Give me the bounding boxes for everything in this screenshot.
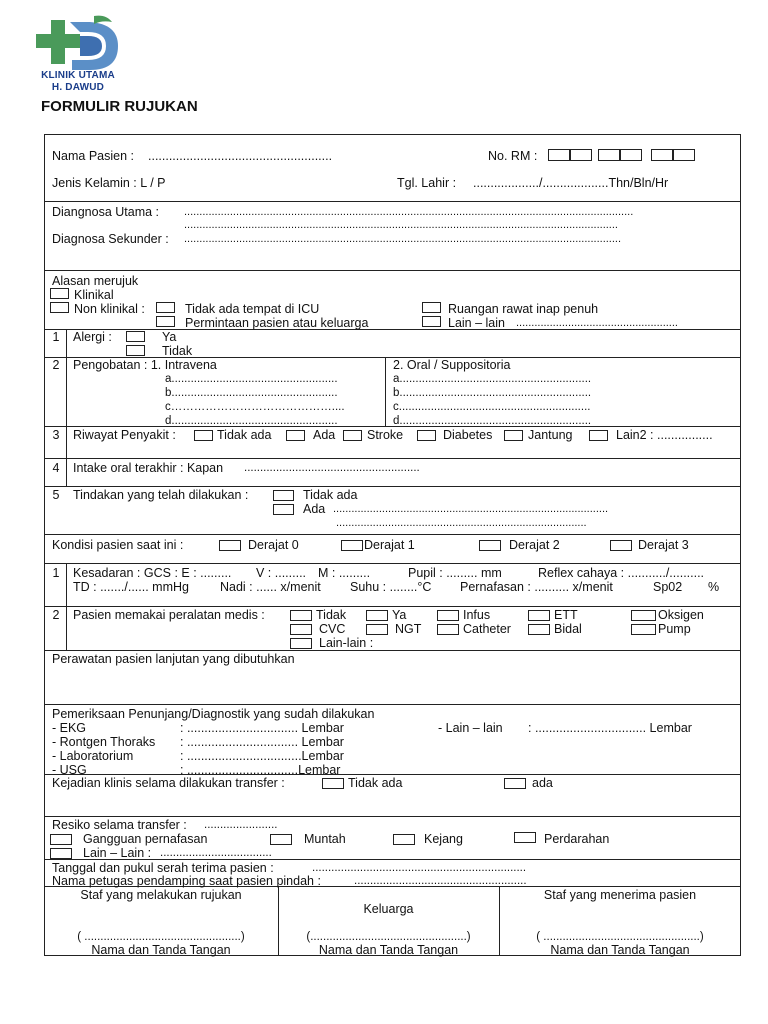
intake-field[interactable]: ....................................................... [244,462,420,474]
row-number: 1 [52,566,60,580]
patient-request-label: Permintaan pasien atau keluarga [185,316,369,330]
sig-family-caption: Nama dan Tanda Tangan [318,943,459,957]
iv-line-b[interactable]: b.................................................... [165,387,338,399]
iv-line-c[interactable]: c…………………………………….... [165,401,345,413]
actions-yes-checkbox[interactable] [273,504,294,515]
sig-family-blank[interactable]: (.................................................) [306,931,471,943]
exam-lab-name: - Laboratorium [52,749,134,763]
number-column-line [66,329,67,486]
exam-other-field[interactable]: : ................................ Lembar [528,721,692,735]
equip-none-label: Tidak [316,608,347,622]
incidents-none-checkbox[interactable] [322,778,344,789]
equip-infusion-checkbox[interactable] [437,610,459,621]
ward-full-label: Ruangan rawat inap penuh [448,302,599,316]
clinic-name-line2: H. DAWUD [51,82,105,93]
equip-splint-label: Bidal [554,622,582,636]
exam-usg-name: - USG [52,763,87,777]
sig-referrer-caption: Nama dan Tanda Tangan [91,943,231,957]
incidents-none-label: Tidak ada [348,776,403,790]
patient-name-field[interactable]: ..................................................... [148,149,333,163]
reason-other-checkbox[interactable] [422,316,441,327]
row-number: 3 [52,428,60,442]
pulse-field[interactable]: Nadi : ...... x/menit [220,580,321,594]
exams-title: Pemeriksaan Penunjang/Diagnostik yang sudah dilakukan [52,707,375,721]
escort-label: Nama petugas pendamping saat pasien pindah : [52,874,321,888]
dob-field[interactable]: .................../...................Thn/Bln/Hr [473,176,669,190]
pupil-field[interactable]: Pupil : ......... mm [408,566,502,580]
patient-name-label: Nama Pasien : [52,149,134,163]
allergy-yes-checkbox[interactable] [126,331,145,342]
equip-none-checkbox[interactable] [290,610,312,621]
risk-other-field[interactable]: ................................... [160,847,272,859]
consciousness-gcs-e[interactable]: Kesadaran : GCS : E : ......... [73,566,232,580]
number-column-line [66,563,67,650]
temperature-field[interactable]: Suhu : ........°C [350,580,432,594]
rm-digit-box[interactable] [598,149,620,161]
divider [44,563,741,564]
history-stroke-label: Stroke [367,428,404,442]
degree-1-checkbox[interactable] [341,540,363,551]
condition-label: Kondisi pasien saat ini : [52,538,184,552]
divider [44,606,741,607]
spo2-label: Sp02 [653,580,683,594]
sig-receiver-blank[interactable]: ( .................................................) [536,931,704,943]
iv-line-d[interactable]: d.................................................... [165,415,338,427]
iv-line-a[interactable]: a.................................................... [165,373,338,385]
incidents-yes-label: ada [532,776,553,790]
exam-ekg-name: - EKG [52,721,87,735]
divider [44,774,741,775]
risk-bleeding-label: Perdarahan [544,832,610,846]
divider [44,486,741,487]
sig-receiver-caption: Nama dan Tanda Tangan [550,943,690,957]
rm-digit-box[interactable] [673,149,695,161]
equip-ngt-label: NGT [395,622,422,636]
equip-splint-checkbox[interactable] [528,624,550,635]
rm-digit-box[interactable] [570,149,592,161]
equip-cvc-checkbox[interactable] [290,624,312,635]
allergy-no-checkbox[interactable] [126,345,145,356]
risk-field[interactable]: ....................... [204,819,278,831]
divider [44,458,741,459]
oral-line-d[interactable]: d............................................................ [393,415,592,427]
sig-referrer-title: Staf yang melakukan rujukan [80,888,242,902]
divider [44,816,741,817]
reason-other-field[interactable]: ..................................................... [516,317,678,329]
degree-3-label: Derajat 3 [638,538,689,552]
gender-label[interactable]: Jenis Kelamin : L / P [52,176,166,190]
oral-label: 2. Oral / Suppositoria [393,358,511,372]
dob-label: Tgl. Lahir : [397,176,457,190]
history-stroke-checkbox[interactable] [343,430,362,441]
rm-label: No. RM : [488,149,538,163]
risk-other-label: Lain – Lain : [83,846,152,860]
no-icu-checkbox[interactable] [156,302,175,313]
intake-label: Intake oral terakhir : Kapan [73,461,224,475]
oral-line-a[interactable]: a............................................................ [393,373,592,385]
row-number: 2 [52,358,60,372]
history-none-checkbox[interactable] [194,430,213,441]
no-icu-label: Tidak ada tempat di ICU [185,302,320,316]
equip-catheter-checkbox[interactable] [437,624,459,635]
row-number: 1 [52,330,60,344]
reason-other-label: Lain – lain [448,316,505,330]
equip-other-checkbox[interactable] [290,638,312,649]
sig-family-title: Keluarga [363,902,414,916]
form-title: FORMULIR RUJUKAN [41,98,198,115]
degree-2-checkbox[interactable] [479,540,501,551]
secondary-diagnosis-label: Diagnosa Sekunder : [52,232,169,246]
main-diagnosis-field[interactable]: ................................................................................................................................................... [184,206,634,218]
equip-cvc-label: CVC [319,622,346,636]
treatment-label: Pengobatan : 1. Intravena [73,358,217,372]
patient-request-checkbox[interactable] [156,316,175,327]
actions-none-label: Tidak ada [303,488,358,502]
equip-ngt-checkbox[interactable] [366,624,388,635]
main-diagnosis-label: Diangnosa Utama : [52,205,160,219]
clinic-name-line1: KLINIK UTAMA [41,70,115,81]
risk-label: Resiko selama transfer : [52,818,187,832]
history-yes-checkbox[interactable] [286,430,305,441]
ward-full-checkbox[interactable] [422,302,441,313]
equip-catheter-label: Catheter [463,622,511,636]
equip-pump-checkbox[interactable] [631,624,656,635]
divider [44,650,741,651]
actions-field-2[interactable]: .................................................................................. [336,517,587,529]
equip-oxygen-checkbox[interactable] [631,610,656,621]
degree-2-label: Derajat 2 [509,538,560,552]
equip-ett-label: ETT [554,608,578,622]
escort-field[interactable]: ...................................................... [354,875,527,887]
treatment-split-line [385,357,386,426]
risk-breathing-label: Gangguan pernafasan [83,832,208,846]
secondary-diagnosis-field[interactable]: ............................................................................................................................................... [184,233,622,245]
history-heart-label: Jantung [528,428,573,442]
main-diagnosis-field-2[interactable]: .............................................................................................................................................. [184,219,618,231]
clinic-logo-icon [32,14,124,74]
risk-breathing-checkbox[interactable] [50,834,72,845]
reason-title: Alasan merujuk [52,274,139,288]
allergy-yes-label: Ya [162,330,177,344]
equip-yes-checkbox[interactable] [366,610,388,621]
equipment-label: Pasien memakai peralatan medis : [73,608,265,622]
history-yes-label: Ada [313,428,336,442]
history-none-label: Tidak ada [217,428,272,442]
equip-yes-label: Ya [392,608,407,622]
spo2-percent: % [708,580,720,594]
incidents-label: Kejadian klinis selama dilakukan transfer : [52,776,285,790]
history-diabetes-checkbox[interactable] [417,430,436,441]
exam-usg-field[interactable]: : ................................Lembar [180,763,341,777]
row-number: 4 [52,461,60,475]
allergy-no-label: Tidak [162,344,193,358]
equip-infusion-label: Infus [463,608,491,622]
sig-referrer-blank[interactable]: ( .................................................) [77,931,245,943]
rm-digit-box[interactable] [651,149,673,161]
nonclinical-checkbox[interactable] [50,302,69,313]
rm-digit-box[interactable] [620,149,642,161]
handover-time-label: Tanggal dan pukul serah terima pasien : [52,861,274,875]
actions-label: Tindakan yang telah dilakukan : [73,488,249,502]
row-number: 2 [52,608,60,622]
actions-none-checkbox[interactable] [273,490,294,501]
clinic-logo [32,14,124,96]
actions-field-1[interactable]: .......................................................................................... [333,503,609,515]
exam-lab-field[interactable]: : .................................Lembar [180,749,344,763]
risk-vomit-label: Muntah [304,832,346,846]
rm-digit-box[interactable] [548,149,570,161]
risk-vomit-checkbox[interactable] [270,834,292,845]
history-diabetes-label: Diabetes [443,428,493,442]
degree-3-checkbox[interactable] [610,540,632,551]
divider [44,534,741,535]
exam-ekg-field[interactable]: : ................................ Lembar [180,721,344,735]
history-label: Riwayat Penyakit : [73,428,176,442]
history-other-label[interactable]: Lain2 : ................ [616,428,713,442]
followup-label: Perawatan pasien lanjutan yang dibutuhkan [52,652,295,666]
row-number: 5 [52,488,60,502]
clinical-label: Klinikal [74,288,114,302]
history-heart-checkbox[interactable] [504,430,523,441]
risk-other-checkbox[interactable] [50,848,72,859]
risk-seizure-checkbox[interactable] [393,834,415,845]
risk-seizure-label: Kejang [424,832,463,846]
actions-yes-label: Ada [303,502,326,516]
equip-ett-checkbox[interactable] [528,610,550,621]
degree-0-label: Derajat 0 [248,538,299,552]
oral-line-c[interactable]: c............................................................ [393,401,591,413]
exam-xray-field[interactable]: : ................................ Lembar [180,735,344,749]
degree-0-checkbox[interactable] [219,540,241,551]
gcs-v[interactable]: V : ......... [256,566,307,580]
degree-1-label: Derajat 1 [364,538,415,552]
light-reflex-field[interactable]: Reflex cahaya : .........../.......... [538,566,705,580]
clinical-checkbox[interactable] [50,288,69,299]
oral-line-b[interactable]: b............................................................ [393,387,592,399]
gcs-m[interactable]: M : ......... [318,566,371,580]
equip-oxygen-label: Oksigen [658,608,704,622]
allergy-label: Alergi : [73,330,112,344]
blood-pressure-field[interactable]: TD : ......./...... mmHg [73,580,189,594]
exam-xray-name: - Rontgen Thoraks [52,735,156,749]
nonclinical-label: Non klinikal : [74,302,145,316]
followup-field[interactable] [52,668,732,700]
equip-other-label: Lain-lain : [319,636,374,650]
exam-other-name: - Lain – lain [438,721,503,735]
incidents-yes-checkbox[interactable] [504,778,526,789]
divider [44,270,741,271]
risk-bleeding-checkbox[interactable] [514,832,536,843]
sig-receiver-title: Staf yang menerima pasien [543,888,697,902]
respiration-field[interactable]: Pernafasan : .......... x/menit [460,580,613,594]
divider [44,201,741,202]
handover-time-field[interactable]: ................................................................... [312,862,527,874]
history-other-checkbox[interactable] [589,430,608,441]
divider [44,704,741,705]
equip-pump-label: Pump [658,622,691,636]
